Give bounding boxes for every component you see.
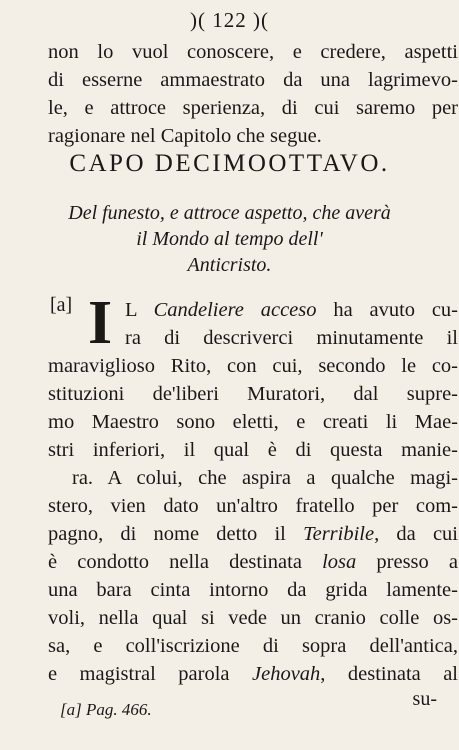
chapter-subtitle: il Mondo al tempo dell' [136, 228, 323, 250]
text-line: maraviglioso Rito, con cui, secondo le co- [48, 355, 458, 377]
drop-cap: I [88, 289, 113, 357]
page-number: )( 122 )( [190, 8, 269, 32]
text-line: non lo vuol conoscere, e credere, aspetti [48, 41, 458, 63]
text-line: è condotto nella destinata losa presso a [48, 551, 459, 573]
text-line: ra di descriverci minutamente il [125, 327, 458, 349]
text-line: stri inferiori, il qual è di questa manie- [48, 439, 458, 461]
footnote-marker: [a] [50, 294, 73, 316]
text-line: le, e attroce sperienza, di cui saremo per [48, 97, 458, 119]
footnote: [a] Pag. 466. [60, 700, 152, 719]
text-line: voli, nella qual si vede un cranio colle os- [48, 607, 458, 629]
chapter-subtitle: Del funesto, e attroce aspetto, che averà [68, 202, 391, 224]
text-line: mo Maestro sono eletti, e creati li Mae- [48, 411, 458, 433]
text-line: stituzioni de'liberi Muratori, dal supre- [48, 383, 458, 405]
chapter-subtitle: Anticristo. [187, 254, 272, 276]
text-line: L Candeliere acceso ha avuto cu- [125, 299, 459, 321]
text-line: stero, vien dato un'altro fratello per com- [48, 495, 458, 517]
text-line: di esserne ammaestrato da una lagrimevo- [48, 69, 458, 91]
chapter-title: CAPO DECIMOOTTAVO. [69, 150, 390, 177]
text-line: sa, e coll'iscrizione di sopra dell'antica, [48, 635, 458, 657]
text-line: ragionare nel Capitolo che segue. [48, 125, 322, 147]
text-line: ra. A colui, che aspira a qualche magi- [72, 467, 458, 489]
text-line: una bara cinta intorno da grida lamente- [48, 579, 458, 601]
text-line: e magistral parola Jehovah, destinata al [48, 663, 459, 685]
catchword: su- [412, 688, 437, 710]
text-line: pagno, di nome detto il Terribile, da cui [48, 523, 458, 545]
